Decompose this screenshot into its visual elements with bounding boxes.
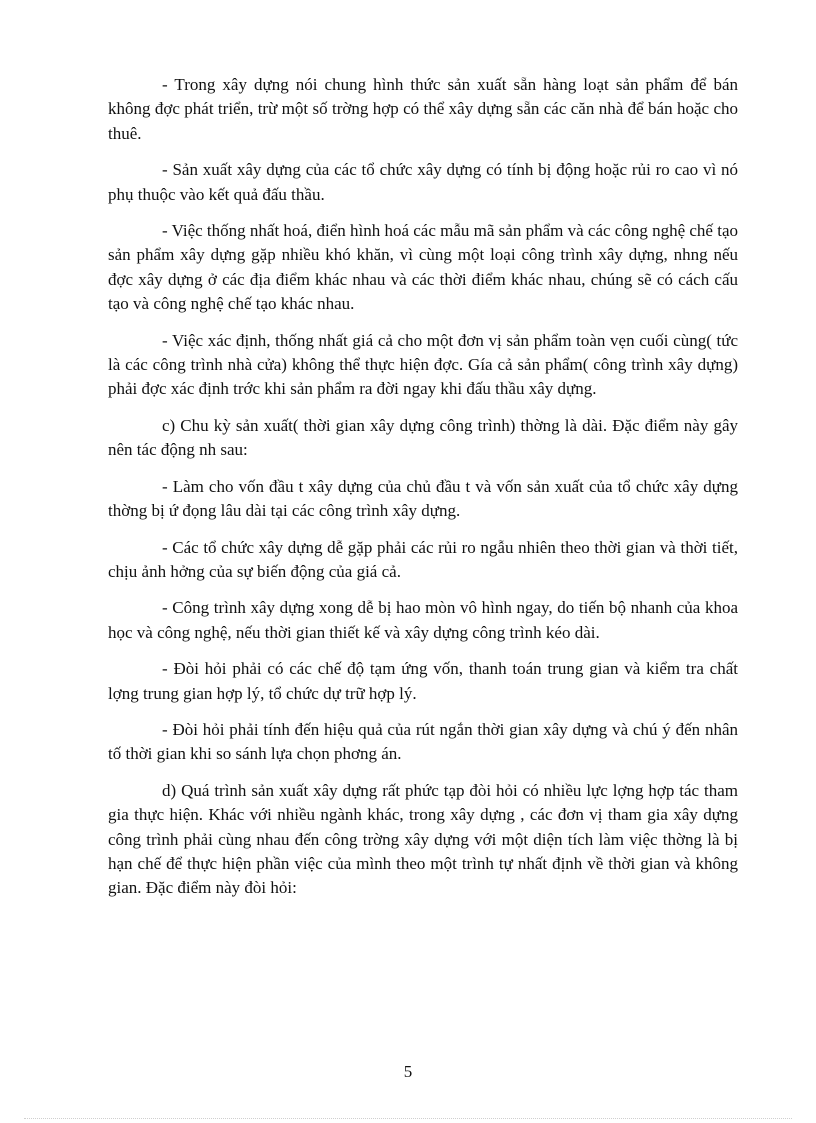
paragraph-5: c) Chu kỳ sản xuất( thời gian xây dựng công trình) thờng là dài. Đặc điểm này gây nên tác động nh sau:: [108, 415, 738, 460]
page-body: [108, 73, 738, 913]
paragraph-11: d) Quá trình sản xuất xây dựng rất phức tạp đòi hỏi có nhiều lực lợng hợp tác tham gia thực hiện. Khác với nhiều ngành khác, trong xây dựng , các đơn vị tham gia xây dựng công trình phải cùng nhau đến công trờng xây dựng với một diện tích làm việc thờng là bị hạn chế để thực hiện phần việc của mình theo một trình tự nhất định về thời gian và không gian. Đặc điểm này đòi hỏi:: [108, 780, 738, 898]
paragraph-8: - Công trình xây dựng xong dễ bị hao mòn vô hình ngay, do tiến bộ nhanh của khoa học và công nghệ, nếu thời gian thiết kế và xây dựng công trình kéo dài.: [108, 598, 738, 642]
paragraph-6: - Làm cho vốn đầu t xây dựng của chủ đầu t và vốn sản xuất của tổ chức xây dựng thờng bị ứ đọng lâu dài tại các công trình xây dựng.: [108, 476, 738, 521]
paragraph-10: - Đòi hỏi phải tính đến hiệu quả của rút ngắn thời gian xây dựng và chú ý đến nhân tố thời gian khi so sánh lựa chọn phơng án.: [108, 719, 738, 764]
paragraph-9: - Đòi hỏi phải có các chế độ tạm ứng vốn, thanh toán trung gian và kiểm tra chất lợng trung gian hợp lý, tổ chức dự trữ hợp lý.: [108, 659, 738, 703]
paragraph-4: - Việc xác định, thống nhất giá cả cho một đơn vị sản phẩm toàn vẹn cuối cùng( tức là các công trình nhà cửa) không thể thực hiện đợc. Gía cả sản phẩm( công trình xây dựng) phải đợc xác định trớc khi sản phẩm ra đời ngay khi đấu thầu xây dựng.: [108, 330, 738, 399]
paragraph-3: - Việc thống nhất hoá, điển hình hoá các mẫu mã sản phẩm và các công nghệ chế tạo sản phẩm xây dựng gặp nhiều khó khăn, vì cùng một loại công trình xây dựng, nhng nếu đợc xây dựng ở các địa điểm khác nhau và các thời điểm khác nhau, chúng sẽ có cách cấu tạo và công nghệ chế tạo khác nhau.: [108, 221, 738, 314]
paragraph-1: - Trong xây dựng nói chung hình thức sản xuất sẵn hàng loạt sản phẩm để bán không đợc phát triển, trừ một số trờng hợp có thể xây dựng sẵn các căn nhà để bán hoặc cho thuê.: [108, 75, 738, 143]
page-number: 5: [403, 1062, 413, 1081]
page-bottom-divider: [24, 1118, 792, 1119]
paragraph-2: - Sản xuất xây dựng của các tổ chức xây dựng có tính bị động hoặc rủi ro cao vì nó phụ thuộc vào kết quả đấu thầu.: [108, 160, 738, 204]
paragraph-7: - Các tổ chức xây dựng dễ gặp phải các rủi ro ngẫu nhiên theo thời gian và thời tiết, chịu ảnh hởng của sự biến động của giá cả.: [108, 537, 738, 581]
